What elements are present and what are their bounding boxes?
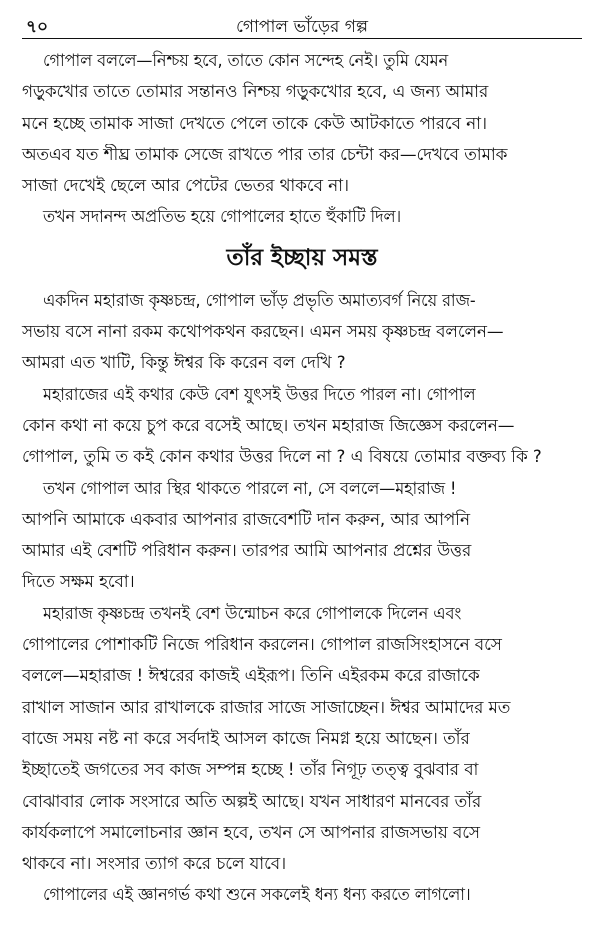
text-line: আমরা এত খাটি, কিন্তু ঈশ্বর কি করেন বল দেখি ? — [22, 352, 346, 373]
text-line: কার্যকলাপে সমালোচনার জ্ঞান হবে, তখন সে আপনার রাজসভায় বসে — [22, 821, 480, 842]
page-header — [22, 8, 582, 39]
page-number: ৭০ — [26, 17, 49, 37]
text-line: বাজে সময় নষ্ট না করে সর্বদাই আসল কাজে নিমগ্ন হয়ে আছেন। তাঁর — [22, 727, 470, 748]
text-line: তখন গোপাল আর স্থির থাকতে পারলে না, সে বললে—মহারাজ ! — [42, 477, 457, 498]
paragraph — [22, 879, 582, 910]
text-line: থাকবে না। সংসার ত্যাগ করে চলে যাবে। — [22, 853, 287, 874]
paragraph — [22, 598, 582, 880]
paragraph — [22, 45, 582, 201]
running-title: গোপাল ভাঁড়ের গল্প — [235, 17, 369, 37]
text-line: সভায় বসে নানা রকম কথোপকথন করছেন। এমন সময় কৃষ্ণচন্দ্র বললেন— — [22, 321, 504, 342]
text-line: কোন কথা না কয়ে চুপ করে বসেই আছে। তখন মহারাজ জিজ্ঞেস করলেন— — [22, 414, 515, 435]
text-line: আপনি আমাকে একবার আপনার রাজবেশটি দান করুন, আর আপনি — [22, 508, 470, 529]
text-line: আমার এই বেশটি পরিধান করুন। তারপর আমি আপনার প্রশ্নের উত্তর — [22, 540, 472, 561]
text-block-after — [22, 285, 582, 911]
text-line: গোপাল বললে—নিশ্চয় হবে, তাতে কোন সন্দেহ নেই। তুমি যেমন — [42, 50, 449, 70]
text-line: গড়ুকখোর তাতে তোমার সন্তানও নিশ্চয় গড়ুকখোর হবে, এ জন্য আমার — [22, 81, 489, 102]
paragraph — [22, 379, 582, 473]
paragraph — [22, 201, 582, 232]
text-line: বোঝাবার লোক সংসারে অতি অল্পই আছে। যখন সাধারণ মানবের তাঁর — [22, 790, 482, 811]
section-title: তাঁর ইচ্ছায় সমস্ত — [226, 244, 378, 271]
text-line: অতএব যত শীঘ্র তামাক সেজে রাখতে পার তার চেন্টা কর—দেখবে তামাক — [22, 143, 508, 164]
text-line: সাজা দেখেই ছেলে আর পেটের ভেতর থাকবে না। — [22, 175, 349, 196]
paragraph — [22, 473, 582, 598]
text-line: গোপাল, তুমি ত কই কোন কথার উত্তর দিলে না ? এ বিষয়ে তোমার বক্তব্য কি ? — [22, 446, 542, 467]
text-line: বললে—মহারাজ ! ঈশ্বরের কাজই এইরূপ। তিনি এইরকম করে রাজাকে — [22, 665, 480, 686]
text-line: মনে হচ্ছে তামাক সাজা দেখতে পেলে তাকে কেউ আটকাতে পারবে না। — [22, 112, 487, 133]
text-line: গোপালের পোশাকটি নিজে পরিধান করলেন। গোপাল রাজসিংহাসনে বসে — [22, 634, 502, 655]
text-line: তখন সদানন্দ অপ্রতিভ হয়ে গোপালের হাতে হুঁকাটি দিল। — [42, 206, 402, 227]
text-line: দিতে সক্ষম হবো। — [22, 571, 135, 592]
paragraph — [22, 285, 582, 379]
text-line: একদিন মহারাজ কৃষ্ণচন্দ্র, গোপাল ভাঁড় প্রভৃতি অমাত্যবর্গ নিয়ে রাজ- — [42, 289, 476, 310]
text-block-before — [22, 45, 582, 233]
text-line: ইচ্ছাতেই জগতের সব কাজ সম্পন্ন হচ্ছে ! তাঁর নিগূঢ় তত্ত্ব বুঝবার বা — [22, 759, 479, 780]
text-line: রাখাল সাজান আর রাখালকে রাজার সাজে সাজাচ্ছেন। ঈশ্বর আমাদের মত — [22, 696, 511, 717]
text-line: মহারাজের এই কথার কেউ বেশ যুৎসই উত্তর দিতে পারল না। গোপাল — [42, 383, 476, 404]
text-line: মহারাজ কৃষ্ণচন্দ্র তখনই বেশ উন্মোচন করে গোপালকে দিলেন এবং — [42, 602, 462, 623]
text-line: গোপালের এই জ্ঞানগর্ভ কথা শুনে সকলেই ধন্য ধন্য করতে লাগলো। — [42, 884, 471, 905]
